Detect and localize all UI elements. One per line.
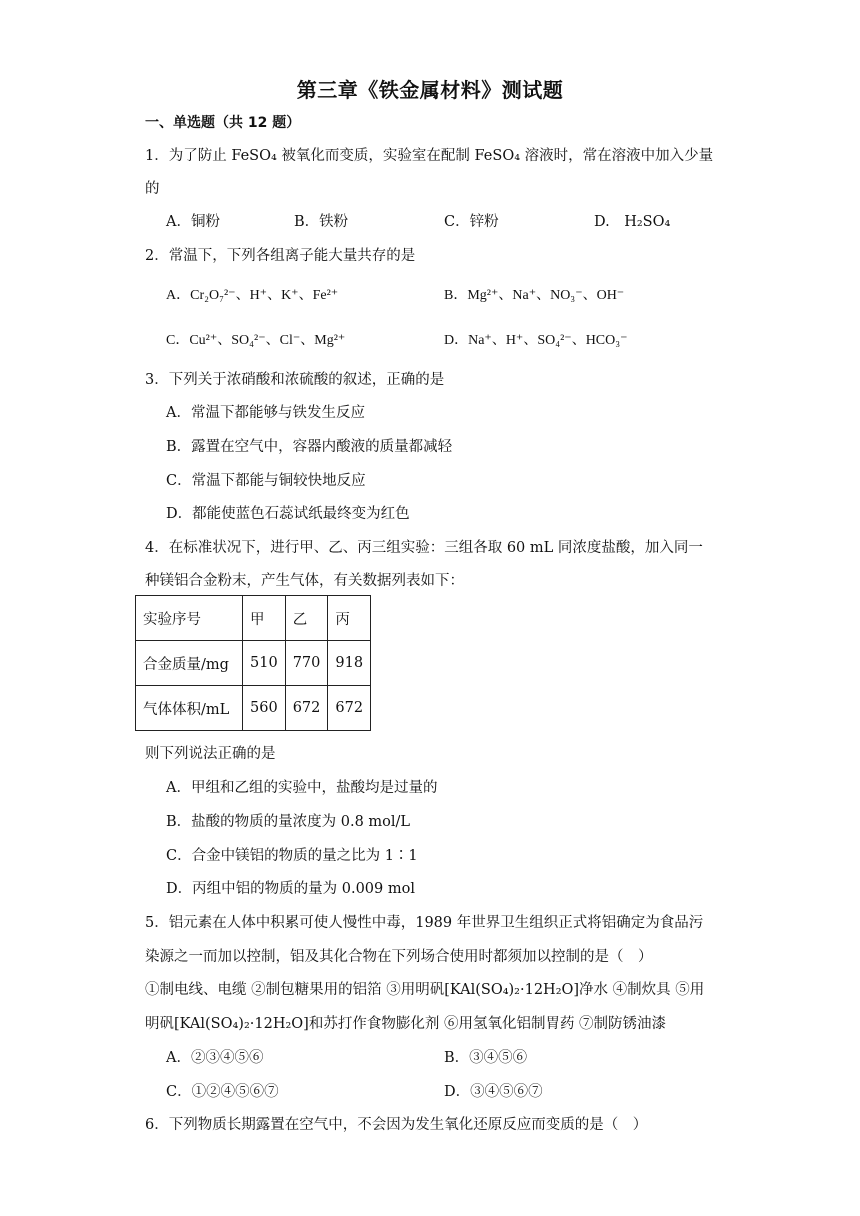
question-3-option-d: D．都能使蓝色石蕊试纸最终变为红色 xyxy=(166,506,410,522)
question-5-stem: 5．铝元素在人体中积累可使人慢性中毒，1989 年世界卫生组织正式将铝确定为食品污 xyxy=(145,915,704,931)
question-1-option-d: D. H₂SO₄ xyxy=(594,214,671,230)
question-2-option-c: C．Cu²⁺、SO₄²⁻、Cl⁻、Mg²⁺ xyxy=(166,333,346,348)
table-cell: 918 xyxy=(328,641,371,686)
table-cell: 672 xyxy=(285,686,328,731)
table-header-cell: 实验序号 xyxy=(136,596,243,641)
question-5-option-d: D．③④⑤⑥⑦ xyxy=(444,1084,543,1100)
question-4-after-table: 则下列说法正确的是 xyxy=(145,746,276,762)
question-2-option-a: A．Cr₂O₇²⁻、H⁺、K⁺、Fe²⁺ xyxy=(166,288,339,303)
question-1-option-a: A．铜粉 xyxy=(166,214,220,230)
table-cell: 560 xyxy=(243,686,286,731)
question-4-option-d: D．丙组中铝的物质的量为 0.009 mol xyxy=(166,881,415,897)
table-cell: 510 xyxy=(243,641,286,686)
question-4-stem-cont: 种镁铝合金粉末，产生气体，有关数据列表如下： xyxy=(145,573,464,589)
question-5-stem-items: ①制电线、电缆 ②制包糖果用的铝箔 ③用明矾[KAl(SO₄)₂·12H₂O]净水 ④制炊具 ⑤用 xyxy=(145,982,705,998)
question-4-option-a: A．甲组和乙组的实验中，盐酸均是过量的 xyxy=(166,780,438,796)
question-1-stem-cont: 的 xyxy=(145,181,160,197)
experiment-data-table xyxy=(135,595,371,731)
question-1-option-b: B．铁粉 xyxy=(294,214,349,230)
table-cell: 合金质量/mg xyxy=(136,641,243,686)
question-5-option-c: C．①②④⑤⑥⑦ xyxy=(166,1084,279,1100)
question-3-option-a: A．常温下都能够与铁发生反应 xyxy=(166,405,365,421)
question-2-option-b: B．Mg²⁺、Na⁺、NO₃⁻、OH⁻ xyxy=(444,288,625,303)
question-4-stem: 4．在标准状况下，进行甲、乙、丙三组实验：三组各取 60 mL 同浓度盐酸，加入同一 xyxy=(145,540,703,556)
page-title: 第三章《铁金属材料》测试题 xyxy=(296,78,564,102)
table-header-cell: 乙 xyxy=(285,596,328,641)
section-heading: 一、单选题（共 12 题） xyxy=(145,115,301,131)
question-1-option-c: C．锌粉 xyxy=(444,214,499,230)
table-header-cell: 甲 xyxy=(243,596,286,641)
table-cell: 气体体积/mL xyxy=(136,686,243,731)
question-2-stem: 2．常温下，下列各组离子能大量共存的是 xyxy=(145,248,416,264)
table-header-cell: 丙 xyxy=(328,596,371,641)
question-5-option-b: B．③④⑤⑥ xyxy=(444,1050,528,1066)
table-row xyxy=(136,641,371,686)
question-4-option-c: C．合金中镁铝的物质的量之比为 1∶1 xyxy=(166,848,418,864)
question-2-option-d: D．Na⁺、H⁺、SO₄²⁻、HCO₃⁻ xyxy=(444,333,628,348)
question-3-stem: 3．下列关于浓硝酸和浓硫酸的叙述，正确的是 xyxy=(145,372,445,388)
question-1-stem: 1．为了防止 FeSO₄ 被氧化而变质，实验室在配制 FeSO₄ 溶液时，常在溶液中加入少量 xyxy=(145,148,714,164)
question-5-stem-items-cont: 明矾[KAl(SO₄)₂·12H₂O]和苏打作食物膨化剂 ⑥用氢氧化铝制胃药 ⑦制防锈油漆 xyxy=(145,1016,667,1032)
table-cell: 770 xyxy=(285,641,328,686)
question-3-option-b: B．露置在空气中，容器内酸液的质量都减轻 xyxy=(166,439,453,455)
question-3-option-c: C．常温下都能与铜较快地反应 xyxy=(166,473,366,489)
table-row xyxy=(136,686,371,731)
question-5-option-a: A．②③④⑤⑥ xyxy=(166,1050,264,1066)
table-cell: 672 xyxy=(328,686,371,731)
question-4-option-b: B．盐酸的物质的量浓度为 0.8 mol/L xyxy=(166,814,411,830)
question-5-stem-cont: 染源之一而加以控制，铝及其化合物在下列场合使用时都须加以控制的是（ ） xyxy=(145,949,653,965)
table-row xyxy=(136,596,371,641)
question-6-stem: 6．下列物质长期露置在空气中，不会因为发生氧化还原反应而变质的是（ ） xyxy=(145,1117,648,1133)
